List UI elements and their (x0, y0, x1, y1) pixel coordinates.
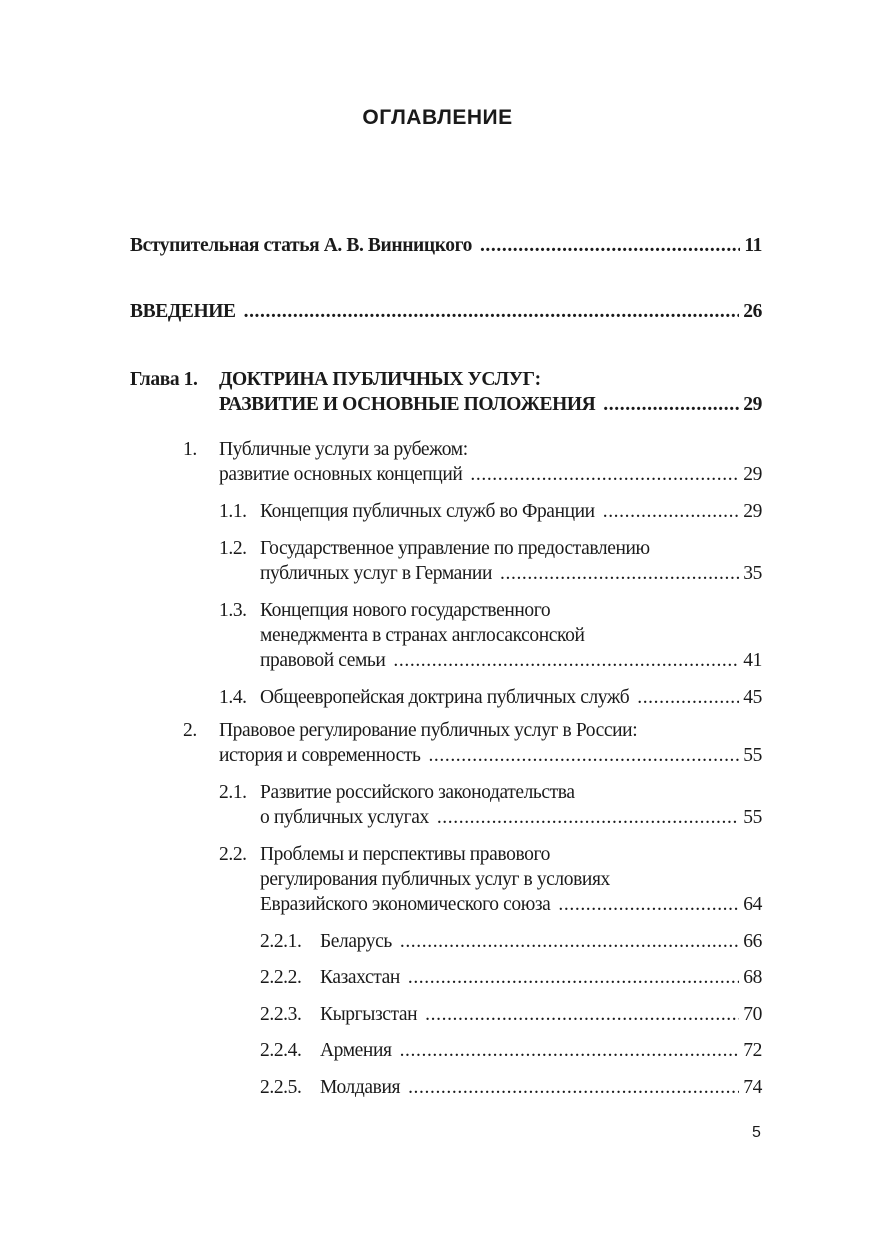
dot-leader (244, 299, 740, 324)
page-title: ОГЛАВЛЕНИЕ (362, 106, 513, 129)
toc-entry-title-line: Проблемы и перспективы правового (260, 844, 550, 865)
toc-entry-title-line: история и современность (219, 745, 421, 766)
toc-entry-page: 74 (743, 1077, 762, 1098)
toc-entry-title-line: Казахстан (320, 967, 400, 988)
toc-entry-number: 2.2.3. (260, 1004, 302, 1025)
page-number: 5 (752, 1124, 761, 1141)
toc-entry-title-line: Беларусь (320, 931, 392, 952)
dot-leader (428, 743, 739, 768)
toc-entry-page: 55 (743, 807, 762, 828)
toc-entry-page: 26 (743, 301, 762, 322)
toc-entry-number: Глава 1. (130, 369, 198, 390)
toc-entry-title-line: Государственное управление по предоставлению (260, 538, 650, 559)
toc-entry-title-line: ДОКТРИНА ПУБЛИЧНЫХ УСЛУГ: (219, 369, 541, 390)
toc-entry-title-line: менеджмента в странах англосаксонской (260, 625, 585, 646)
toc-entry-title-line: Публичные услуги за рубежом: (219, 439, 468, 460)
toc-entry-page: 70 (743, 1004, 762, 1025)
toc-entry-title-line: публичных услуг в Германии (260, 563, 493, 584)
toc-entry-page: 55 (743, 745, 762, 766)
toc-entry-number: 1.1. (219, 501, 247, 522)
toc-entry-title-line: Кыргызстан (320, 1004, 418, 1025)
toc-entry-page: 29 (743, 394, 762, 415)
toc-entry-title-line: правовой семьи (260, 650, 386, 671)
toc-entry-title-line: развитие основных концепций (219, 464, 463, 485)
dot-leader (470, 462, 739, 487)
dot-leader (480, 233, 740, 258)
toc-entry-title-line: ВВЕДЕНИЕ (130, 301, 236, 322)
toc-entry-title-line: Развитие российского законодательства (260, 782, 575, 803)
toc-entry-number: 2.1. (219, 782, 247, 803)
dot-leader (603, 392, 739, 417)
toc-entry-page: 68 (743, 967, 762, 988)
toc-entry-title-line: регулирования публичных услуг в условиях (260, 869, 610, 890)
toc-entry-title-line: Правовое регулирование публичных услуг в России: (219, 720, 638, 741)
toc-entry-page: 66 (743, 931, 762, 952)
toc-entry-title-line: Концепция публичных служб во Франции (260, 501, 595, 522)
toc-entry-title-line: Общеевропейская доктрина публичных служб (260, 687, 630, 708)
dot-leader (637, 685, 739, 710)
toc-entry-page: 29 (743, 464, 762, 485)
toc-entry-page: 35 (743, 563, 762, 584)
toc-entry-title-line: Молдавия (320, 1077, 401, 1098)
toc-entry-title-line: Концепция нового государственного (260, 600, 551, 621)
dot-leader (393, 648, 739, 673)
toc-entry-number: 1. (183, 439, 197, 460)
toc-entry-page: 29 (743, 501, 762, 522)
toc-entry-title-line: РАЗВИТИЕ И ОСНОВНЫЕ ПОЛОЖЕНИЯ (219, 394, 596, 415)
dot-leader (400, 929, 739, 954)
toc-entry-number: 1.4. (219, 687, 247, 708)
toc-entry-number: 2.2.5. (260, 1077, 302, 1098)
dot-leader (400, 1038, 740, 1063)
toc-entry-title-line: Вступительная статья А. В. Винницкого (130, 235, 472, 256)
dot-leader (500, 561, 739, 586)
toc-entry-number: 2.2.2. (260, 967, 302, 988)
toc-entry-title-line: Армения (320, 1040, 392, 1061)
toc-entry-page: 11 (744, 235, 762, 256)
dot-leader (408, 965, 739, 990)
toc-entry-page: 41 (743, 650, 762, 671)
toc-entry-title-line: о публичных услугах (260, 807, 429, 828)
toc-entry-number: 1.3. (219, 600, 247, 621)
dot-leader (558, 892, 739, 917)
dot-leader (425, 1002, 739, 1027)
toc-entry-number: 2.2. (219, 844, 247, 865)
toc-entry-number: 2.2.1. (260, 931, 302, 952)
dot-leader (437, 805, 739, 830)
toc-entry-number: 2.2.4. (260, 1040, 302, 1061)
toc-entry-page: 64 (743, 894, 762, 915)
dot-leader (408, 1075, 739, 1100)
toc-entry-number: 1.2. (219, 538, 247, 559)
dot-leader (603, 499, 740, 524)
toc-entry-number: 2. (183, 720, 197, 741)
toc-entry-page: 45 (743, 687, 762, 708)
toc-entry-title-line: Евразийского экономического союза (260, 894, 551, 915)
toc-entry-page: 72 (743, 1040, 762, 1061)
